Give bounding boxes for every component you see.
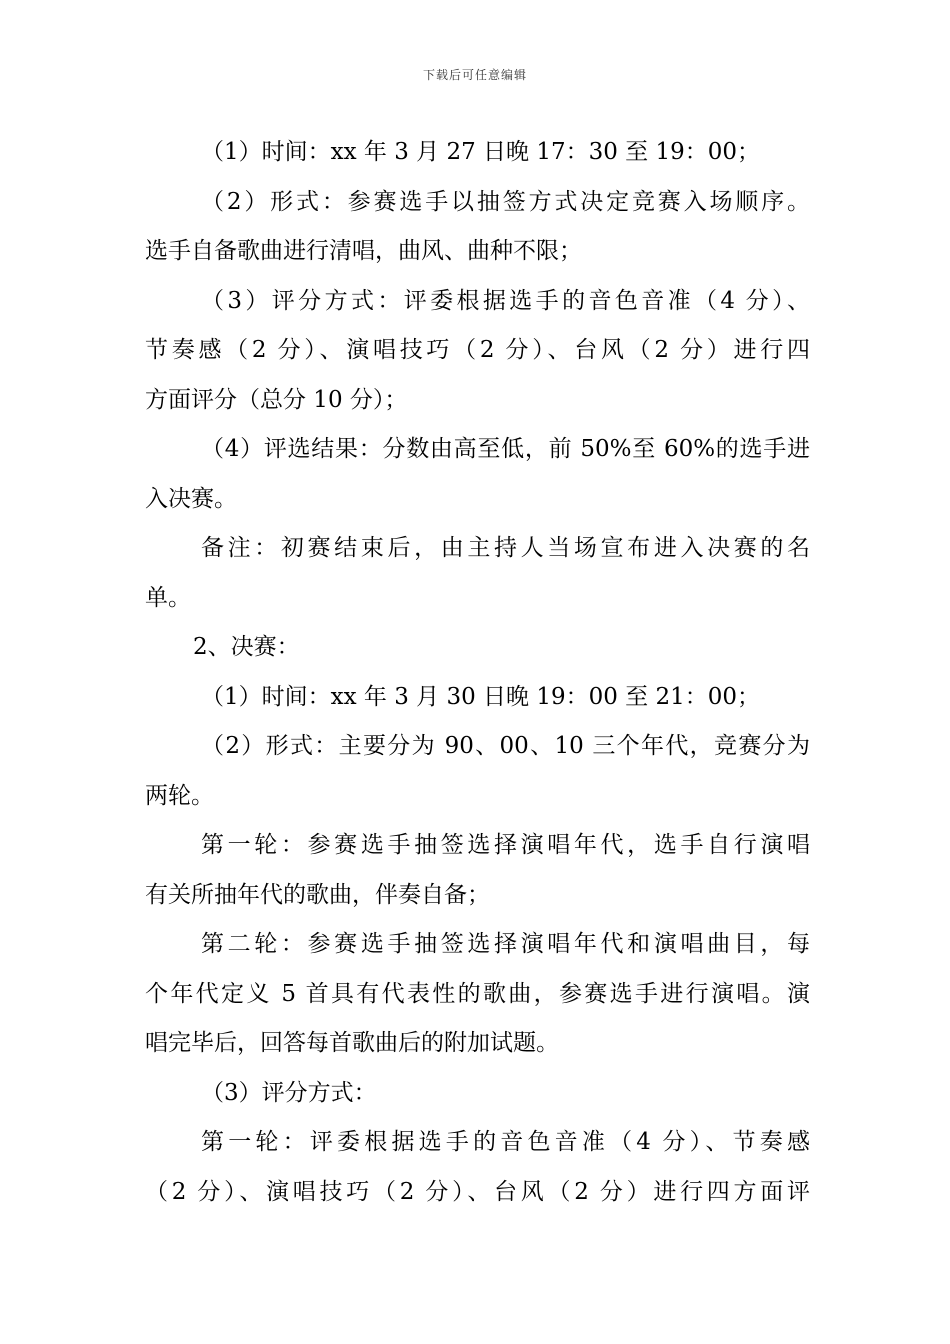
text-line: （2）形式：主要分为 90、00、10 三个年代，竞赛分为 [201,733,810,759]
text-line: （1）时间：xx 年 3 月 27 日晚 17：30 至 19：00； [201,139,761,165]
text-line: （2 分）、演唱技巧（2 分）、台风（2 分）进行四方面评 [145,1178,810,1205]
text-line: 有关所抽年代的歌曲，伴奏自备； [145,881,490,908]
page-header: 下载后可任意编辑 [422,68,527,82]
text-line: 唱完毕后，回答每首歌曲后的附加试题。 [145,1030,559,1056]
text-line: 入决赛。 [145,485,237,512]
text-line: 方面评分（总分 10 分）； [145,386,408,413]
text-line: 备注：初赛结束后，由主持人当场宣布进入决赛的名 [201,535,810,561]
text-line: 节奏感（2 分）、演唱技巧（2 分）、台风（2 分）进行四 [145,337,810,363]
text-line: 两轮。 [145,782,214,809]
text-line: （1）时间：xx 年 3 月 30 日晚 19：00 至 21：00； [201,683,761,710]
text-line: （4）评选结果：分数由高至低，前 50%至 60%的选手进 [201,436,810,462]
text-line: 2、决赛： [193,634,300,660]
text-line: 第一轮：评委根据选手的音色音准（4 分）、节奏感 [201,1129,810,1155]
text-line: 第一轮：参赛选手抽签选择演唱年代，选手自行演唱 [201,832,810,858]
document-body [145,128,810,1217]
text-line: 选手自备歌曲进行清唱，曲风、曲种不限； [145,238,582,264]
text-line: 单。 [145,584,191,611]
text-line: 第二轮：参赛选手抽签选择演唱年代和演唱曲目，每 [201,931,810,957]
text-line: 个年代定义 5 首具有代表性的歌曲，参赛选手进行演唱。演 [145,980,810,1007]
text-line: （2）形式：参赛选手以抽签方式决定竞赛入场顺序。 [201,188,810,215]
text-line: （3）评分方式： [201,1079,377,1106]
text-line: （3）评分方式：评委根据选手的音色音准（4 分）、 [201,287,810,314]
